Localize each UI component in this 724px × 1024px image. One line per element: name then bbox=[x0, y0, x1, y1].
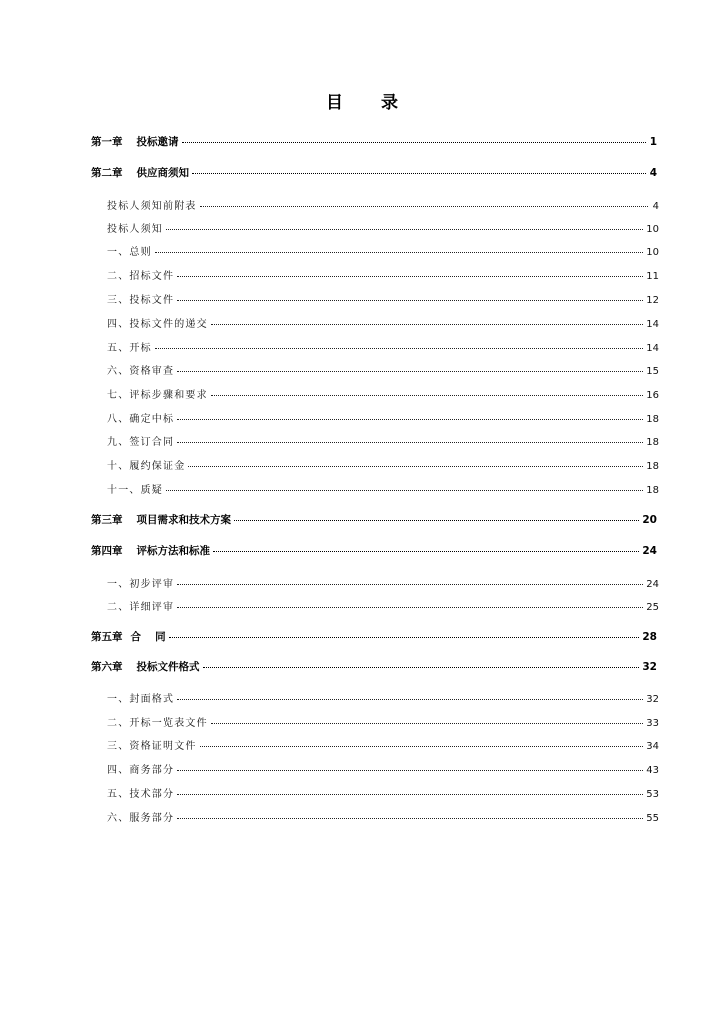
toc-chapter-6[interactable] bbox=[91, 659, 657, 674]
section-title: 四、投标文件的递交 bbox=[107, 319, 208, 330]
page-number: 18 bbox=[646, 437, 659, 448]
dot-leader bbox=[182, 141, 647, 143]
dot-leader bbox=[177, 606, 643, 608]
toc-section[interactable] bbox=[107, 598, 659, 613]
toc-section[interactable] bbox=[107, 457, 659, 472]
page-title: 目 录 bbox=[326, 93, 414, 113]
page-number: 24 bbox=[642, 545, 657, 557]
toc-chapter-5[interactable] bbox=[91, 629, 657, 644]
chapter-number: 第五章 bbox=[91, 631, 123, 643]
page-number: 14 bbox=[646, 343, 659, 354]
dot-leader bbox=[177, 275, 643, 277]
dot-leader bbox=[177, 418, 643, 420]
chapter-title: 投标文件格式 bbox=[136, 661, 200, 673]
dot-leader bbox=[177, 299, 643, 301]
section-title: 十、履约保证金 bbox=[107, 461, 186, 472]
dot-leader bbox=[203, 666, 640, 668]
page-number: 18 bbox=[646, 461, 659, 472]
page-number: 43 bbox=[646, 765, 659, 776]
dot-leader bbox=[155, 251, 643, 253]
toc-section[interactable] bbox=[107, 386, 659, 401]
toc-section[interactable] bbox=[107, 785, 659, 800]
toc-chapter-4[interactable] bbox=[91, 543, 657, 558]
toc-section[interactable] bbox=[107, 809, 659, 824]
toc-section[interactable] bbox=[107, 761, 659, 776]
toc-section[interactable] bbox=[107, 714, 659, 729]
page-number: 33 bbox=[646, 718, 659, 729]
toc-chapter-2[interactable] bbox=[91, 165, 657, 180]
toc-section[interactable] bbox=[107, 362, 659, 377]
section-title: 九、签订合同 bbox=[107, 437, 175, 448]
dot-leader bbox=[177, 769, 643, 771]
dot-leader bbox=[192, 172, 646, 174]
toc-section[interactable] bbox=[107, 243, 659, 258]
toc-chapter-1[interactable] bbox=[91, 134, 657, 149]
page-number: 16 bbox=[646, 390, 659, 401]
toc-section[interactable] bbox=[107, 315, 659, 330]
chapter-title: 项目需求和技术方案 bbox=[136, 514, 231, 526]
toc-section[interactable] bbox=[107, 575, 659, 590]
toc-section[interactable] bbox=[107, 267, 659, 282]
chapter-number: 第二章 bbox=[91, 167, 123, 179]
section-title: 二、开标一览表文件 bbox=[107, 718, 208, 729]
section-title: 六、服务部分 bbox=[107, 813, 175, 824]
toc-section[interactable] bbox=[107, 291, 659, 306]
page-number: 18 bbox=[646, 485, 659, 496]
section-title: 三、投标文件 bbox=[107, 295, 175, 306]
section-title: 五、技术部分 bbox=[107, 789, 175, 800]
page-number: 25 bbox=[646, 602, 659, 613]
toc-chapter-3[interactable] bbox=[91, 512, 657, 527]
dot-leader bbox=[177, 817, 643, 819]
toc-section[interactable] bbox=[107, 339, 659, 354]
dot-leader bbox=[213, 550, 639, 552]
section-title: 二、详细评审 bbox=[107, 602, 175, 613]
page-number: 20 bbox=[642, 514, 657, 526]
dot-leader bbox=[166, 228, 643, 230]
section-title: 三、资格证明文件 bbox=[107, 741, 197, 752]
dot-leader bbox=[211, 394, 643, 396]
page-number: 34 bbox=[646, 741, 659, 752]
chapter-number: 第四章 bbox=[91, 545, 123, 557]
dot-leader bbox=[188, 465, 643, 467]
chapter-number: 第六章 bbox=[91, 661, 123, 673]
page-number: 55 bbox=[646, 813, 659, 824]
page-number: 18 bbox=[646, 414, 659, 425]
chapter-number: 第一章 bbox=[91, 136, 123, 148]
section-title: 一、总则 bbox=[107, 247, 152, 258]
chapter-title: 评标方法和标准 bbox=[136, 545, 210, 557]
section-title: 投标人须知前附表 bbox=[107, 201, 197, 212]
toc-section[interactable] bbox=[107, 197, 659, 212]
section-title: 四、商务部分 bbox=[107, 765, 175, 776]
dot-leader bbox=[155, 347, 643, 349]
section-title: 八、确定中标 bbox=[107, 414, 175, 425]
toc-section[interactable] bbox=[107, 737, 659, 752]
section-title: 二、招标文件 bbox=[107, 271, 175, 282]
chapter-title: 合 同 bbox=[130, 631, 166, 643]
dot-leader bbox=[177, 441, 643, 443]
toc-section[interactable] bbox=[107, 220, 659, 235]
section-title: 七、评标步骤和要求 bbox=[107, 390, 208, 401]
page-number: 28 bbox=[642, 631, 657, 643]
dot-leader bbox=[177, 793, 643, 795]
section-title: 一、初步评审 bbox=[107, 579, 175, 590]
dot-leader bbox=[177, 583, 643, 585]
page-number: 32 bbox=[642, 661, 657, 673]
section-title: 五、开标 bbox=[107, 343, 152, 354]
page-number: 4 bbox=[649, 167, 657, 179]
section-title: 六、资格审查 bbox=[107, 366, 175, 377]
toc-section[interactable] bbox=[107, 433, 659, 448]
dot-leader bbox=[177, 698, 643, 700]
toc-section[interactable] bbox=[107, 410, 659, 425]
section-title: 投标人须知 bbox=[107, 224, 163, 235]
page-number: 53 bbox=[646, 789, 659, 800]
section-title: 十一、质疑 bbox=[107, 485, 163, 496]
dot-leader bbox=[234, 519, 639, 521]
page-number: 11 bbox=[646, 271, 659, 282]
dot-leader bbox=[211, 722, 643, 724]
chapter-title: 供应商须知 bbox=[136, 167, 189, 179]
page-number: 32 bbox=[646, 694, 659, 705]
dot-leader bbox=[200, 205, 648, 207]
dot-leader bbox=[211, 323, 643, 325]
page-number: 1 bbox=[649, 136, 657, 148]
dot-leader bbox=[169, 636, 640, 638]
page-number: 15 bbox=[646, 366, 659, 377]
dot-leader bbox=[166, 489, 643, 491]
page-number: 24 bbox=[646, 579, 659, 590]
page-number: 12 bbox=[646, 295, 659, 306]
dot-leader bbox=[200, 745, 644, 747]
page-number: 10 bbox=[646, 247, 659, 258]
page-number: 10 bbox=[646, 224, 659, 235]
page-number: 4 bbox=[652, 201, 659, 212]
toc-section[interactable] bbox=[107, 690, 659, 705]
section-title: 一、封面格式 bbox=[107, 694, 175, 705]
page-number: 14 bbox=[646, 319, 659, 330]
dot-leader bbox=[177, 370, 643, 372]
chapter-title: 投标邀请 bbox=[136, 136, 179, 148]
toc-section[interactable] bbox=[107, 481, 659, 496]
chapter-number: 第三章 bbox=[91, 514, 123, 526]
